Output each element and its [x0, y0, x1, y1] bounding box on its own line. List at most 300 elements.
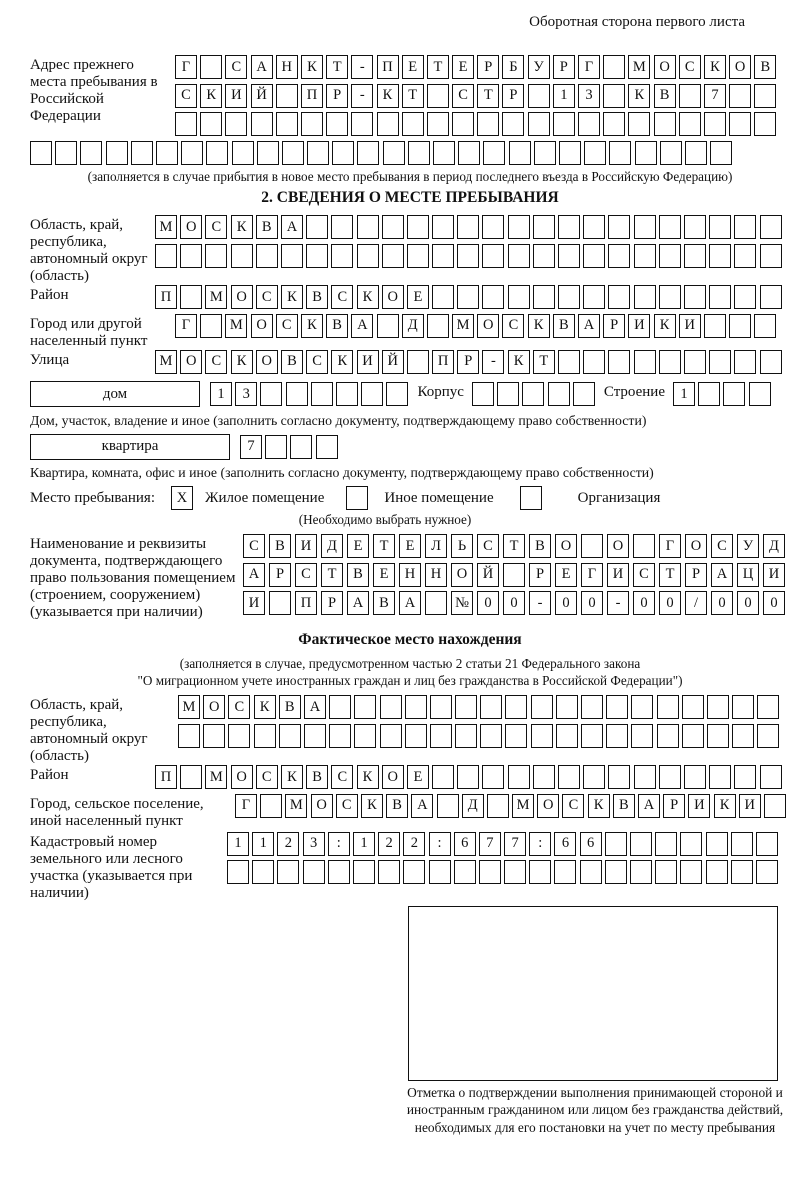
char-box[interactable]: Й — [251, 84, 273, 108]
char-box[interactable] — [156, 141, 178, 165]
char-box[interactable] — [603, 112, 625, 136]
char-box[interactable] — [407, 215, 429, 239]
char-box[interactable]: К — [704, 55, 726, 79]
char-box[interactable]: И — [295, 534, 317, 558]
char-box[interactable] — [709, 765, 731, 789]
char-box[interactable]: Е — [555, 563, 577, 587]
char-box[interactable] — [533, 765, 555, 789]
char-box[interactable]: Т — [427, 55, 449, 79]
char-box[interactable] — [584, 141, 606, 165]
char-box[interactable] — [306, 244, 328, 268]
char-box[interactable] — [609, 141, 631, 165]
char-box[interactable] — [698, 382, 720, 406]
char-box[interactable] — [329, 724, 351, 748]
char-box[interactable] — [635, 141, 657, 165]
char-box[interactable] — [558, 215, 580, 239]
char-box[interactable]: Р — [685, 563, 707, 587]
char-box[interactable]: К — [714, 794, 736, 818]
char-box[interactable] — [628, 112, 650, 136]
char-box[interactable] — [558, 285, 580, 309]
char-box[interactable] — [307, 141, 329, 165]
char-box[interactable]: М — [205, 285, 227, 309]
char-box[interactable] — [454, 860, 476, 884]
char-box[interactable]: В — [326, 314, 348, 338]
char-box[interactable]: В — [347, 563, 369, 587]
char-box[interactable] — [634, 350, 656, 374]
char-box[interactable] — [583, 350, 605, 374]
char-box[interactable] — [260, 382, 282, 406]
char-box[interactable]: В — [306, 765, 328, 789]
char-box[interactable] — [458, 141, 480, 165]
char-box[interactable]: Г — [581, 563, 603, 587]
char-box[interactable] — [734, 350, 756, 374]
char-box[interactable] — [181, 141, 203, 165]
char-box[interactable] — [630, 832, 652, 856]
char-box[interactable]: А — [351, 314, 373, 338]
char-box[interactable] — [608, 215, 630, 239]
char-box[interactable]: 3 — [578, 84, 600, 108]
char-box[interactable] — [383, 141, 405, 165]
char-box[interactable]: О — [382, 285, 404, 309]
char-box[interactable]: И — [607, 563, 629, 587]
char-box[interactable] — [508, 244, 530, 268]
char-box[interactable] — [606, 695, 628, 719]
char-box[interactable]: В — [269, 534, 291, 558]
char-box[interactable]: О — [451, 563, 473, 587]
char-box[interactable] — [528, 84, 550, 108]
char-box[interactable] — [477, 112, 499, 136]
char-box[interactable]: 7 — [479, 832, 501, 856]
char-box[interactable] — [497, 382, 519, 406]
char-box[interactable]: Й — [382, 350, 404, 374]
char-box[interactable]: М — [155, 215, 177, 239]
char-box[interactable] — [634, 244, 656, 268]
char-box[interactable]: О — [311, 794, 333, 818]
char-box[interactable]: 0 — [503, 591, 525, 615]
char-box[interactable]: О — [180, 350, 202, 374]
char-box[interactable]: К — [281, 285, 303, 309]
char-box[interactable]: Р — [326, 84, 348, 108]
char-box[interactable] — [508, 285, 530, 309]
char-box[interactable] — [437, 794, 459, 818]
char-box[interactable] — [279, 724, 301, 748]
char-box[interactable] — [657, 724, 679, 748]
char-box[interactable] — [608, 765, 630, 789]
char-box[interactable] — [432, 215, 454, 239]
char-box[interactable] — [505, 695, 527, 719]
char-box[interactable]: Н — [399, 563, 421, 587]
char-box[interactable]: Т — [326, 55, 348, 79]
char-box[interactable]: М — [178, 695, 200, 719]
char-box[interactable] — [457, 244, 479, 268]
char-box[interactable] — [433, 141, 455, 165]
char-box[interactable] — [256, 244, 278, 268]
char-box[interactable] — [533, 215, 555, 239]
char-box[interactable] — [457, 765, 479, 789]
char-box[interactable] — [734, 285, 756, 309]
char-box[interactable] — [573, 382, 595, 406]
char-box[interactable] — [336, 382, 358, 406]
char-box[interactable] — [331, 215, 353, 239]
char-box[interactable] — [679, 84, 701, 108]
char-box[interactable] — [583, 285, 605, 309]
char-box[interactable] — [380, 695, 402, 719]
char-box[interactable]: Т — [321, 563, 343, 587]
char-box[interactable]: Т — [659, 563, 681, 587]
char-box[interactable]: Г — [175, 55, 197, 79]
char-box[interactable] — [757, 695, 779, 719]
char-box[interactable]: 0 — [659, 591, 681, 615]
char-box[interactable] — [282, 141, 304, 165]
char-box[interactable]: С — [502, 314, 524, 338]
char-box[interactable] — [734, 765, 756, 789]
char-box[interactable] — [257, 141, 279, 165]
char-box[interactable]: К — [301, 314, 323, 338]
char-box[interactable]: О — [685, 534, 707, 558]
char-box[interactable] — [505, 724, 527, 748]
char-box[interactable]: 2 — [277, 832, 299, 856]
char-box[interactable]: К — [231, 350, 253, 374]
char-box[interactable] — [357, 244, 379, 268]
char-box[interactable] — [180, 285, 202, 309]
char-box[interactable] — [580, 860, 602, 884]
char-box[interactable] — [306, 215, 328, 239]
char-box[interactable]: О — [654, 55, 676, 79]
char-box[interactable]: А — [399, 591, 421, 615]
char-box[interactable]: 1 — [553, 84, 575, 108]
char-box[interactable]: И — [628, 314, 650, 338]
char-box[interactable]: С — [679, 55, 701, 79]
char-box[interactable]: А — [711, 563, 733, 587]
char-box[interactable]: Й — [477, 563, 499, 587]
char-box[interactable] — [455, 695, 477, 719]
char-box[interactable]: В — [529, 534, 551, 558]
char-box[interactable] — [55, 141, 77, 165]
char-box[interactable]: С — [336, 794, 358, 818]
char-box[interactable]: 1 — [210, 382, 232, 406]
char-box[interactable]: - — [482, 350, 504, 374]
char-box[interactable]: В — [281, 350, 303, 374]
char-box[interactable]: Г — [175, 314, 197, 338]
char-box[interactable] — [407, 350, 429, 374]
char-box[interactable] — [232, 141, 254, 165]
char-box[interactable] — [707, 695, 729, 719]
char-box[interactable]: Е — [402, 55, 424, 79]
char-box[interactable] — [502, 112, 524, 136]
char-box[interactable]: Е — [452, 55, 474, 79]
char-box[interactable] — [531, 724, 553, 748]
char-box[interactable] — [200, 55, 222, 79]
char-box[interactable]: С — [256, 765, 278, 789]
char-box[interactable] — [684, 244, 706, 268]
char-box[interactable] — [578, 112, 600, 136]
char-box[interactable] — [408, 141, 430, 165]
char-box[interactable]: К — [528, 314, 550, 338]
char-box[interactable] — [723, 382, 745, 406]
char-box[interactable]: У — [528, 55, 550, 79]
char-box[interactable]: 7 — [504, 832, 526, 856]
char-box[interactable] — [659, 765, 681, 789]
char-box[interactable] — [225, 112, 247, 136]
char-box[interactable]: С — [225, 55, 247, 79]
char-box[interactable]: С — [452, 84, 474, 108]
char-box[interactable] — [659, 244, 681, 268]
char-box[interactable]: К — [301, 55, 323, 79]
char-box[interactable]: Д — [763, 534, 785, 558]
char-box[interactable] — [455, 724, 477, 748]
char-box[interactable]: М — [155, 350, 177, 374]
char-box[interactable]: С — [331, 765, 353, 789]
char-box[interactable] — [732, 695, 754, 719]
char-box[interactable]: Г — [235, 794, 257, 818]
char-box[interactable] — [603, 84, 625, 108]
char-box[interactable] — [754, 84, 776, 108]
char-box[interactable]: С — [306, 350, 328, 374]
char-box[interactable] — [659, 350, 681, 374]
char-box[interactable] — [605, 860, 627, 884]
char-box[interactable] — [457, 215, 479, 239]
char-box[interactable]: П — [301, 84, 323, 108]
char-box[interactable] — [554, 860, 576, 884]
char-box[interactable] — [731, 832, 753, 856]
char-box[interactable] — [581, 534, 603, 558]
char-box[interactable] — [382, 215, 404, 239]
char-box[interactable] — [709, 285, 731, 309]
char-box[interactable] — [503, 563, 525, 587]
char-box[interactable] — [430, 724, 452, 748]
char-box[interactable] — [180, 765, 202, 789]
char-box[interactable]: К — [628, 84, 650, 108]
char-box[interactable]: К — [331, 350, 353, 374]
char-box[interactable]: Г — [578, 55, 600, 79]
char-box[interactable]: П — [155, 765, 177, 789]
char-box[interactable]: О — [256, 350, 278, 374]
char-box[interactable] — [377, 112, 399, 136]
char-box[interactable]: К — [361, 794, 383, 818]
char-box[interactable]: М — [285, 794, 307, 818]
char-box[interactable]: П — [377, 55, 399, 79]
char-box[interactable]: № — [451, 591, 473, 615]
char-box[interactable]: Л — [425, 534, 447, 558]
char-box[interactable] — [522, 382, 544, 406]
char-box[interactable] — [175, 112, 197, 136]
char-box[interactable] — [684, 215, 706, 239]
stay-option-residential-checkbox[interactable]: X — [171, 486, 193, 510]
char-box[interactable] — [425, 591, 447, 615]
char-box[interactable]: И — [739, 794, 761, 818]
char-box[interactable] — [427, 112, 449, 136]
char-box[interactable]: О — [477, 314, 499, 338]
char-box[interactable]: О — [231, 765, 253, 789]
char-box[interactable]: 6 — [454, 832, 476, 856]
char-box[interactable] — [706, 832, 728, 856]
char-box[interactable] — [684, 350, 706, 374]
char-box[interactable] — [331, 244, 353, 268]
char-box[interactable] — [301, 112, 323, 136]
char-box[interactable] — [377, 314, 399, 338]
char-box[interactable]: О — [231, 285, 253, 309]
apartment-type-box[interactable]: квартира — [30, 434, 230, 460]
char-box[interactable] — [633, 534, 655, 558]
char-box[interactable]: : — [429, 832, 451, 856]
char-box[interactable]: М — [205, 765, 227, 789]
char-box[interactable] — [583, 244, 605, 268]
char-box[interactable]: К — [357, 285, 379, 309]
char-box[interactable] — [684, 285, 706, 309]
char-box[interactable] — [316, 435, 338, 459]
char-box[interactable] — [704, 112, 726, 136]
char-box[interactable]: П — [432, 350, 454, 374]
char-box[interactable]: М — [225, 314, 247, 338]
char-box[interactable] — [269, 591, 291, 615]
char-box[interactable] — [634, 765, 656, 789]
char-box[interactable]: А — [304, 695, 326, 719]
char-box[interactable] — [260, 794, 282, 818]
char-box[interactable]: Д — [402, 314, 424, 338]
char-box[interactable] — [205, 244, 227, 268]
char-box[interactable]: М — [512, 794, 534, 818]
char-box[interactable]: 1 — [252, 832, 274, 856]
char-box[interactable] — [729, 84, 751, 108]
char-box[interactable]: Д — [321, 534, 343, 558]
char-box[interactable] — [430, 695, 452, 719]
char-box[interactable] — [655, 860, 677, 884]
char-box[interactable]: Е — [407, 285, 429, 309]
char-box[interactable]: И — [357, 350, 379, 374]
char-box[interactable]: Н — [276, 55, 298, 79]
char-box[interactable] — [509, 141, 531, 165]
char-box[interactable] — [403, 860, 425, 884]
char-box[interactable] — [754, 314, 776, 338]
char-box[interactable] — [472, 382, 494, 406]
char-box[interactable] — [685, 141, 707, 165]
char-box[interactable]: 2 — [403, 832, 425, 856]
char-box[interactable]: М — [628, 55, 650, 79]
char-box[interactable] — [707, 724, 729, 748]
char-box[interactable] — [483, 141, 505, 165]
char-box[interactable] — [558, 765, 580, 789]
char-box[interactable] — [361, 382, 383, 406]
char-box[interactable] — [734, 244, 756, 268]
char-box[interactable]: С — [256, 285, 278, 309]
char-box[interactable] — [749, 382, 771, 406]
char-box[interactable]: Р — [457, 350, 479, 374]
char-box[interactable] — [429, 860, 451, 884]
char-box[interactable] — [303, 860, 325, 884]
char-box[interactable]: А — [281, 215, 303, 239]
char-box[interactable] — [760, 285, 782, 309]
char-box[interactable] — [558, 350, 580, 374]
char-box[interactable]: И — [679, 314, 701, 338]
char-box[interactable]: А — [578, 314, 600, 338]
char-box[interactable] — [508, 215, 530, 239]
char-box[interactable]: О — [555, 534, 577, 558]
char-box[interactable]: Р — [603, 314, 625, 338]
char-box[interactable]: В — [306, 285, 328, 309]
char-box[interactable] — [487, 794, 509, 818]
char-box[interactable] — [427, 314, 449, 338]
char-box[interactable] — [709, 215, 731, 239]
char-box[interactable] — [630, 860, 652, 884]
char-box[interactable]: О — [251, 314, 273, 338]
char-box[interactable] — [276, 112, 298, 136]
char-box[interactable] — [328, 860, 350, 884]
char-box[interactable]: Н — [425, 563, 447, 587]
char-box[interactable] — [155, 244, 177, 268]
char-box[interactable]: 3 — [303, 832, 325, 856]
char-box[interactable]: А — [347, 591, 369, 615]
char-box[interactable] — [556, 695, 578, 719]
char-box[interactable] — [252, 860, 274, 884]
char-box[interactable]: Б — [502, 55, 524, 79]
char-box[interactable] — [178, 724, 200, 748]
char-box[interactable]: Т — [533, 350, 555, 374]
char-box[interactable] — [286, 382, 308, 406]
char-box[interactable]: С — [276, 314, 298, 338]
char-box[interactable]: В — [613, 794, 635, 818]
char-box[interactable] — [682, 724, 704, 748]
char-box[interactable]: В — [553, 314, 575, 338]
char-box[interactable] — [508, 765, 530, 789]
char-box[interactable]: И — [225, 84, 247, 108]
char-box[interactable]: К — [231, 215, 253, 239]
char-box[interactable]: К — [357, 765, 379, 789]
char-box[interactable] — [606, 724, 628, 748]
char-box[interactable]: 7 — [240, 435, 262, 459]
char-box[interactable]: Т — [373, 534, 395, 558]
char-box[interactable] — [332, 141, 354, 165]
char-box[interactable]: К — [254, 695, 276, 719]
char-box[interactable] — [760, 350, 782, 374]
char-box[interactable] — [290, 435, 312, 459]
char-box[interactable] — [452, 112, 474, 136]
char-box[interactable]: О — [382, 765, 404, 789]
char-box[interactable] — [480, 724, 502, 748]
char-box[interactable] — [386, 382, 408, 406]
char-box[interactable]: О — [607, 534, 629, 558]
char-box[interactable]: Е — [399, 534, 421, 558]
char-box[interactable]: - — [351, 84, 373, 108]
char-box[interactable]: С — [205, 350, 227, 374]
char-box[interactable] — [353, 860, 375, 884]
char-box[interactable]: 1 — [227, 832, 249, 856]
char-box[interactable] — [608, 244, 630, 268]
char-box[interactable] — [357, 215, 379, 239]
char-box[interactable] — [731, 860, 753, 884]
char-box[interactable]: 7 — [704, 84, 726, 108]
char-box[interactable]: / — [685, 591, 707, 615]
char-box[interactable] — [276, 84, 298, 108]
char-box[interactable] — [631, 724, 653, 748]
char-box[interactable] — [482, 244, 504, 268]
char-box[interactable]: П — [295, 591, 317, 615]
char-box[interactable]: : — [328, 832, 350, 856]
char-box[interactable] — [405, 724, 427, 748]
char-box[interactable] — [479, 860, 501, 884]
char-box[interactable]: - — [529, 591, 551, 615]
char-box[interactable]: 0 — [477, 591, 499, 615]
char-box[interactable]: С — [711, 534, 733, 558]
char-box[interactable]: 1 — [353, 832, 375, 856]
char-box[interactable]: Е — [347, 534, 369, 558]
char-box[interactable] — [504, 860, 526, 884]
char-box[interactable]: К — [200, 84, 222, 108]
char-box[interactable] — [659, 285, 681, 309]
char-box[interactable]: И — [688, 794, 710, 818]
char-box[interactable] — [482, 285, 504, 309]
char-box[interactable]: В — [386, 794, 408, 818]
char-box[interactable] — [710, 141, 732, 165]
